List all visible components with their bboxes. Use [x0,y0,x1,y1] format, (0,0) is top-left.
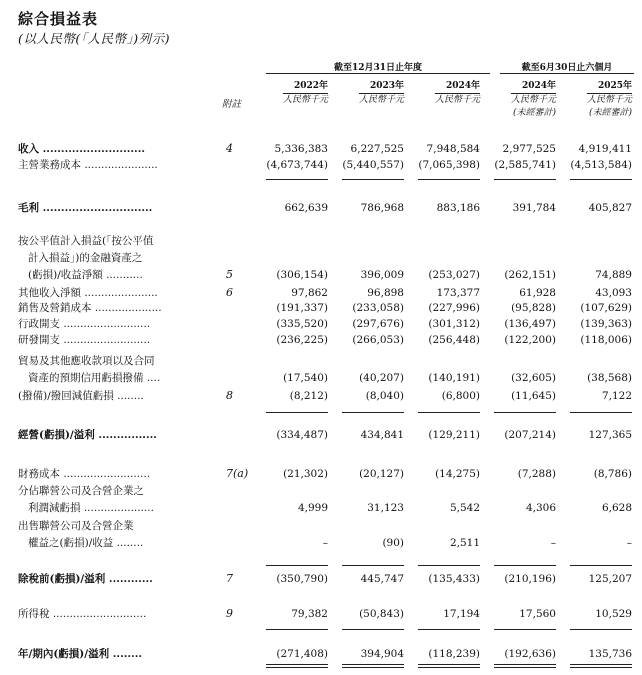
rule [494,179,556,180]
cell-value: (95,828) [511,302,556,314]
cell-value: (271,408) [276,648,328,660]
column-year: 2022年 [293,81,328,91]
column-currency: 人民幣千元 [358,95,404,105]
cell-value: (306,154) [276,269,328,281]
column-header-2025-interim [587,80,632,120]
row-note: 7 [226,572,233,585]
period-annual: 截至12月31日止年度 [333,63,423,73]
cell-value: (11,645) [511,390,556,402]
rule [494,629,556,630]
cell-value: (297,676) [352,318,404,330]
column-currency: 人民幣千元 [434,95,480,105]
rule [342,412,404,413]
cell-value: (4,513,584) [570,159,632,171]
rule [418,629,480,630]
cell-value: 173,377 [436,287,480,299]
row-label: 出售聯營公司及合營企業 [18,520,134,532]
cell-value: (8,786) [593,468,632,480]
cell-value: (38,568) [587,372,632,384]
row-label: 主營業務成本 ...................... [18,159,158,171]
rule [494,565,556,566]
column-year: 2024年 [445,81,480,91]
column-audit-status: (未經審計) [512,108,556,118]
row-label: (撥備)/撥回減值虧損 ........ [18,390,144,402]
cell-value: 405,827 [588,202,632,214]
cell-value: 396,009 [360,269,404,281]
cell-value: (191,337) [276,302,328,314]
cell-value: (207,214) [504,429,556,441]
column-header-2023 [359,80,404,107]
note-column-header: 附註 [222,99,242,110]
row-label: 銷售及營銷成本 .................... [18,302,162,314]
row-label: 財務成本 .......................... [18,468,151,480]
cell-value: (262,151) [504,269,556,281]
row-label: 收入 ............................ [18,143,146,155]
statement-subtitle: (以人民幣(「人民幣」)列示) [18,31,171,46]
double-rule [342,664,404,668]
cell-value: (335,520) [276,318,328,330]
row-note: 4 [226,142,233,155]
cell-value: (227,996) [428,302,480,314]
cell-value: 31,123 [367,502,404,514]
row-label: (虧損)/收益淨額 ........... [28,269,143,281]
column-year: 2024年 [521,81,556,91]
cell-value: 7,122 [601,390,632,402]
cell-value: 43,093 [595,287,632,299]
cell-value: (256,448) [428,334,480,346]
cell-value: (129,211) [428,429,480,441]
row-label: 貿易及其他應收款項以及合同 [18,355,155,367]
cell-value: 434,841 [360,429,404,441]
cell-value: 445,747 [360,573,404,585]
row-note: 8 [226,389,233,402]
cell-value: (2,585,741) [494,159,556,171]
cell-value: 7,948,584 [426,143,480,155]
cell-value: – [322,537,328,549]
cell-value: (122,200) [504,334,556,346]
cell-value: 883,186 [436,202,480,214]
row-label: 分佔聯營公司及合營企業之 [18,485,144,497]
cell-value: (253,027) [428,269,480,281]
cell-value: 74,889 [595,269,632,281]
row-label: 計入損益」)的金融資產之 [28,252,143,264]
cell-value: (21,302) [283,468,328,480]
cell-value: (50,843) [359,608,404,620]
cell-value: (236,225) [276,334,328,346]
cell-value: (135,433) [428,573,480,585]
cell-value: (350,790) [276,573,328,585]
rule [570,565,632,566]
cell-value: 2,511 [449,537,480,549]
column-currency: 人民幣千元 [282,95,328,105]
cell-value: (40,207) [359,372,404,384]
cell-value: 5,542 [449,502,480,514]
cell-value: 135,736 [588,648,632,660]
cell-value: – [550,537,556,549]
row-label: 行政開支 .......................... [18,318,151,330]
rule [266,412,328,413]
cell-value: 4,919,411 [578,143,632,155]
cell-value: 17,560 [519,608,556,620]
cell-value: 4,306 [525,502,556,514]
cell-value: 127,365 [588,429,632,441]
cell-value: (266,053) [352,334,404,346]
column-audit-status: (未經審計) [588,108,632,118]
cell-value: (20,127) [359,468,404,480]
cell-value: 6,628 [601,502,632,514]
cell-value: (90) [382,537,404,549]
cell-value: 61,928 [519,287,556,299]
cell-value: (118,239) [428,648,480,660]
row-label: 所得稅 ............................ [18,608,147,620]
cell-value: 125,207 [588,573,632,585]
cell-value: 391,784 [512,202,556,214]
cell-value: 4,999 [297,502,328,514]
cell-value: (8,040) [365,390,404,402]
column-year: 2025年 [597,81,632,91]
cell-value: (139,363) [580,318,632,330]
rule [342,179,404,180]
row-label: 年/期內(虧損)/溢利 ........ [18,648,143,660]
cell-value: 79,382 [291,608,328,620]
row-note: 6 [226,286,233,299]
cell-value: (32,605) [511,372,556,384]
row-label: 毛利 .............................. [18,202,153,214]
column-currency: 人民幣千元 [510,95,556,105]
row-note: 5 [226,268,233,281]
cell-value: 786,968 [360,202,404,214]
cell-value: 6,227,525 [350,143,404,155]
rule [570,179,632,180]
column-header-2024 [435,80,480,107]
cell-value: 10,529 [595,608,632,620]
cell-value: (5,440,557) [342,159,404,171]
rule [342,565,404,566]
cell-value: (17,540) [283,372,328,384]
row-label: 其他收入淨額 ...................... [18,287,158,299]
cell-value: (14,275) [435,468,480,480]
cell-value: (192,636) [504,648,556,660]
cell-value: (140,191) [428,372,480,384]
cell-value: 662,639 [284,202,328,214]
cell-value: (136,497) [504,318,556,330]
rule [494,412,556,413]
row-label: 按公平值計入損益(「按公平值 [18,235,154,247]
rule [266,179,328,180]
cell-value: (233,058) [352,302,404,314]
row-label: 除稅前(虧損)/溢利 ............ [18,573,153,585]
row-note: 9 [226,607,233,620]
statement-title: 綜合損益表 [18,10,99,28]
double-rule [494,664,556,668]
cell-value: (107,629) [580,302,632,314]
rule [266,565,328,566]
row-label: 資產的預期信用虧損撥備 .... [28,372,161,384]
double-rule [570,664,632,668]
row-label: 研發開支 .......................... [18,334,151,346]
rule [570,629,632,630]
rule [342,629,404,630]
cell-value: 394,904 [360,648,404,660]
cell-value: 5,336,383 [274,143,328,155]
period-interim-rule [500,73,634,74]
period-interim: 截至6月30日止六個月 [521,63,613,73]
cell-value: – [626,537,632,549]
cell-value: (7,288) [517,468,556,480]
rule [266,629,328,630]
cell-value: 97,862 [291,287,328,299]
row-label: 權益之(虧損)/收益 ........ [28,537,144,549]
cell-value: (210,196) [504,573,556,585]
period-annual-rule [266,73,490,74]
double-rule [418,664,480,668]
cell-value: (8,212) [289,390,328,402]
column-year: 2023年 [369,81,404,91]
row-note: 7(a) [226,467,249,480]
row-label: 利潤減虧損 ..................... [28,502,154,514]
cell-value: 96,898 [367,287,404,299]
column-header-2022 [283,80,328,107]
double-rule [266,664,328,668]
rule [570,412,632,413]
cell-value: (6,800) [441,390,480,402]
cell-value: (118,006) [580,334,632,346]
cell-value: (7,065,398) [418,159,480,171]
rule [418,179,480,180]
cell-value: (334,487) [276,429,328,441]
row-label: 經營(虧損)/溢利 ................ [18,429,157,441]
cell-value: 2,977,525 [502,143,556,155]
column-header-2024-interim [511,80,556,120]
cell-value: 17,194 [443,608,480,620]
cell-value: (301,312) [428,318,480,330]
column-currency: 人民幣千元 [586,95,632,105]
rule [418,412,480,413]
rule [418,565,480,566]
cell-value: (4,673,744) [266,159,328,171]
